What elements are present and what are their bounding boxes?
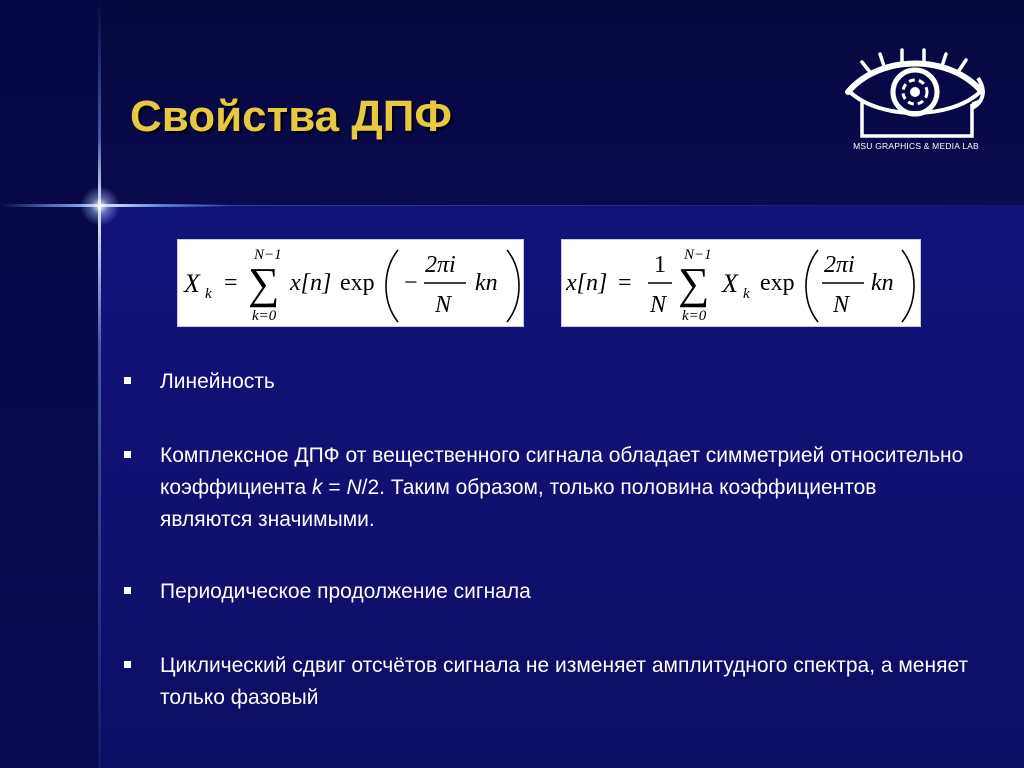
bullet-square-icon (124, 451, 131, 458)
bullet-math-equals: = (322, 476, 347, 499)
left-background-band (0, 0, 100, 768)
logo-caption: MSU GRAPHICS & MEDIA LAB (853, 141, 979, 151)
inverse-formula-tail: kn (871, 270, 894, 296)
inverse-equals: = (618, 270, 632, 296)
fraction-numerator: 2πi (425, 252, 456, 278)
sparkle-icon (80, 186, 120, 226)
coefficient-denominator: N (650, 292, 667, 318)
inverse-lhs: x[n] (566, 270, 608, 296)
exp-label: exp (340, 270, 375, 296)
bullet-text-part: /2. Таким образом, только половина коэффициентов являются значимыми. (160, 476, 877, 531)
inverse-term-symbol: X (722, 269, 738, 298)
fraction-denominator: N (435, 292, 452, 318)
formula-tail: kn (475, 270, 498, 296)
bullet-text: Линейность (160, 370, 275, 393)
inverse-sum-lower-limit: k=0 (682, 308, 707, 324)
bullet-square-icon (124, 587, 131, 594)
inverse-exp-label: exp (760, 270, 795, 296)
bullet-text-part: Комплексное ДПФ от вещественного сигнала обладает симметрией относительно коэффициента (160, 444, 964, 499)
bullet-text: Периодическое продолжение сигнала (160, 580, 531, 603)
header-divider-line (100, 205, 1024, 206)
formula-term: x[n] (290, 270, 332, 296)
slide-title: Свойства ДПФ (130, 92, 452, 141)
inverse-term-subscript: k (743, 286, 750, 302)
formula-lhs-symbol: X (184, 269, 200, 298)
vertical-glow-line (98, 0, 101, 768)
inverse-sigma-icon: ∑ (678, 259, 710, 308)
inverse-fraction-denominator: N (833, 292, 850, 318)
bullet-square-icon (124, 661, 131, 668)
sum-lower-limit: k=0 (252, 308, 277, 324)
dft-forward-formula (177, 239, 524, 327)
bullet-math-k: k (312, 476, 323, 499)
sum-upper-limit: N−1 (254, 247, 282, 263)
bullet-square-icon (124, 377, 131, 384)
bullet-math-n: N (346, 476, 362, 499)
formula-lhs-subscript: k (205, 286, 212, 302)
dft-inverse-formula (561, 239, 921, 327)
sigma-icon: ∑ (248, 259, 280, 308)
formula-equals: = (224, 270, 238, 296)
inverse-sum-upper-limit: N−1 (684, 247, 712, 263)
coefficient-numerator: 1 (654, 252, 666, 278)
inverse-fraction-numerator: 2πi (824, 252, 855, 278)
formula-minus: − (404, 270, 418, 296)
bullet-text: Циклический сдвиг отсчётов сигнала не изменяет амплитудного спектра, а меняет только фазовый (160, 654, 969, 709)
bullet-text (160, 440, 970, 536)
